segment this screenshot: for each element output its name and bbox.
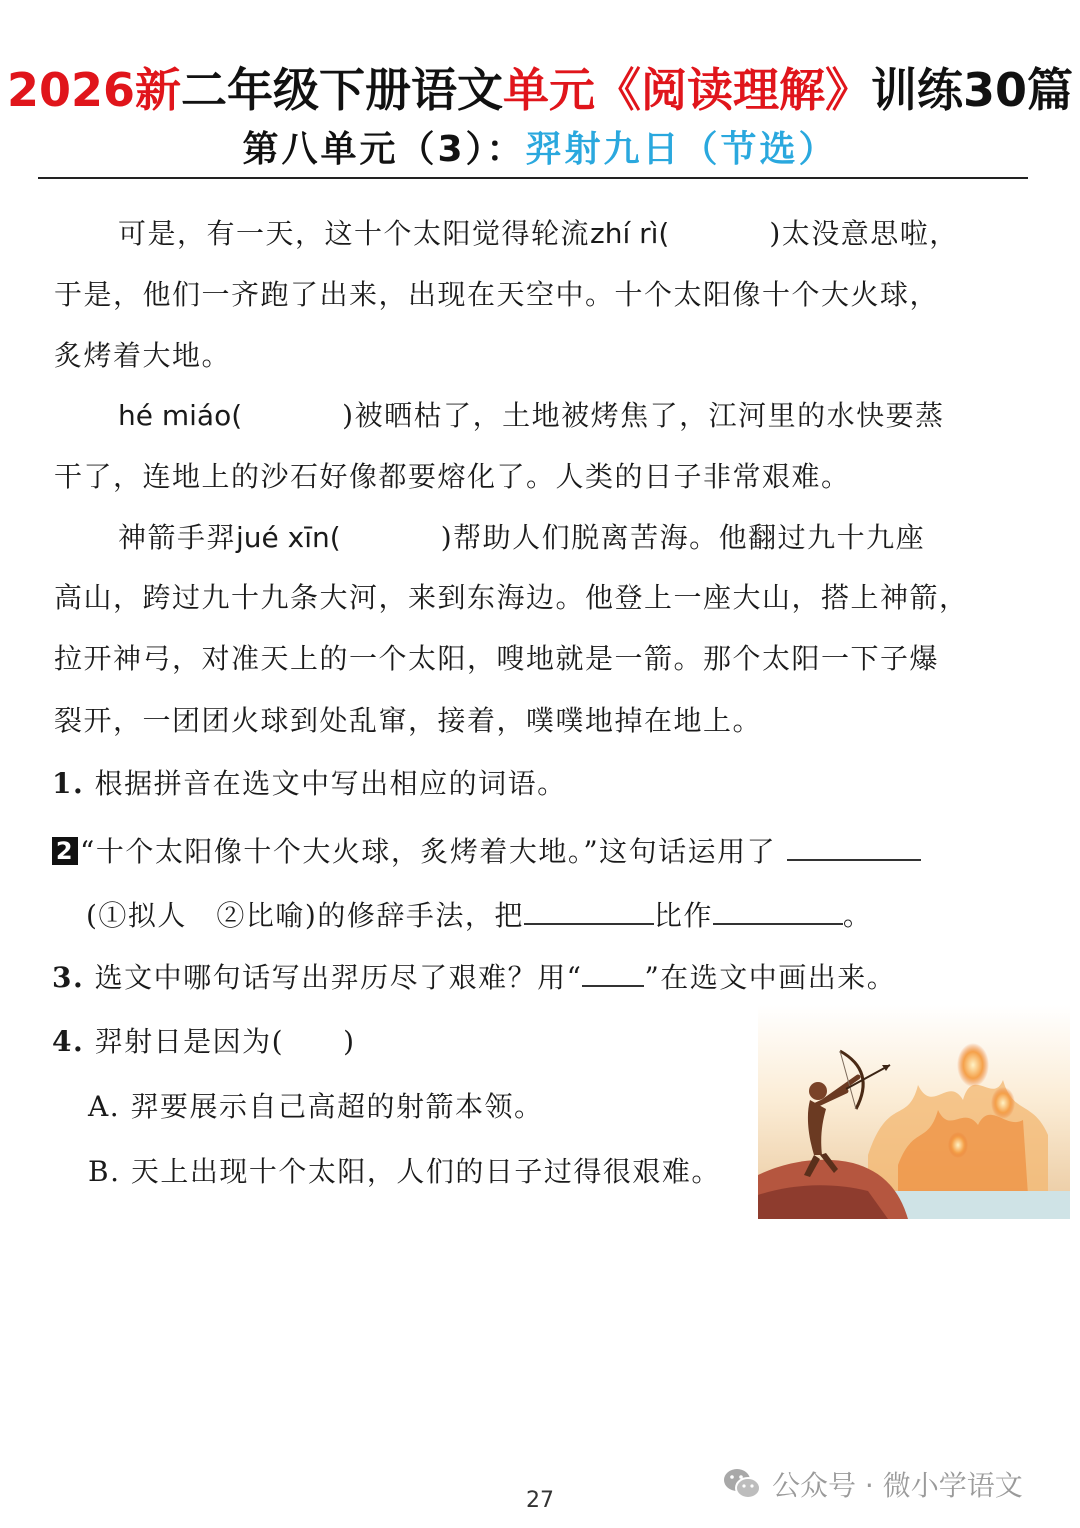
passage-line <box>118 396 945 436</box>
question-3 <box>52 958 896 998</box>
passage-text: 可是，有一天，这十个太阳觉得轮流 <box>118 217 591 250</box>
title-grade: 二年级下册语文 <box>181 63 503 117</box>
watermark-text: 公众号 · 微小学语文 <box>772 1469 1023 1502</box>
question-number: 3. <box>52 961 85 994</box>
answer-line[interactable] <box>713 893 843 925</box>
passage-text: )太没意思啦， <box>769 217 959 250</box>
passage-text: 神箭手羿 <box>118 521 237 554</box>
title-new: 新 <box>135 63 181 117</box>
passage-line: 高山，跨过九十九条大河，来到东海边。他登上一座大山，搭上神箭， <box>54 581 969 614</box>
question-text: ”在选文中画出来。 <box>644 961 897 994</box>
option-a[interactable]: A. 羿要展示自己高超的射箭本领。 <box>88 1090 544 1123</box>
archer-illustration <box>758 1005 1070 1219</box>
title-year: 2026 <box>6 63 135 117</box>
question-2 <box>52 829 921 872</box>
question-2-continued <box>86 893 872 936</box>
question-text: 根据拼音在选文中写出相应的词语。 <box>94 767 567 800</box>
passage-line <box>118 518 925 558</box>
underline-sample <box>582 959 644 987</box>
question-text: 比作 <box>653 899 713 932</box>
question-4 <box>52 1022 356 1062</box>
question-text: 选文中哪句话写出羿历尽了艰难？用“ <box>94 961 583 994</box>
pinyin-prompt: hé miáo( <box>118 399 243 432</box>
pinyin-prompt: jué xīn( <box>236 521 341 554</box>
header-divider <box>38 177 1028 179</box>
unit-label: 第八单元（3）： <box>242 129 526 170</box>
passage-line: 裂开，一团团火球到处乱窜，接着，噗噗地掉在地上。 <box>54 704 763 737</box>
answer-line[interactable] <box>524 893 654 925</box>
pinyin-prompt: zhí rì( <box>590 217 670 250</box>
question-text: 。 <box>842 899 873 932</box>
option-b[interactable]: B. 天上出现十个太阳，人们的日子过得很艰难。 <box>88 1155 721 1188</box>
page-number: 27 <box>526 1488 554 1513</box>
question-text: “十个太阳像十个大火球，炙烤着大地。”这句话运用了 <box>80 835 777 868</box>
passage-line: 于是，他们一齐跑了出来，出现在天空中。十个太阳像十个大火球， <box>54 278 940 311</box>
lesson-title: 羿射九日（节选） <box>525 129 838 170</box>
worksheet-subtitle <box>0 122 1080 178</box>
question-text: 羿射日是因为( ) <box>94 1025 356 1058</box>
passage-line <box>118 214 959 254</box>
question-number-badge: 2 <box>52 837 78 865</box>
passage-text: )帮助人们脱离苦海。他翻过九十九座 <box>440 521 926 554</box>
title-count: 训练30篇 <box>871 63 1074 117</box>
passage-line: 干了，连地上的沙石好像都要熔化了。人类的日子非常艰难。 <box>54 460 851 493</box>
answer-line[interactable] <box>787 829 921 861</box>
passage-line: 拉开神弓，对准天上的一个太阳，嗖地就是一箭。那个太阳一下子爆 <box>54 642 940 675</box>
question-number: 4. <box>52 1025 85 1058</box>
passage-text: )被晒枯了，土地被烤焦了，江河里的水快要蒸 <box>342 399 945 432</box>
question-number: 1. <box>52 767 85 800</box>
passage-line: 炙烤着大地。 <box>54 339 232 372</box>
worksheet-title <box>0 58 1080 122</box>
question-1 <box>52 764 567 804</box>
title-unit-reading: 单元《阅读理解》 <box>503 63 871 117</box>
question-text: (①拟人 ②比喻)的修辞手法，把 <box>86 899 524 932</box>
